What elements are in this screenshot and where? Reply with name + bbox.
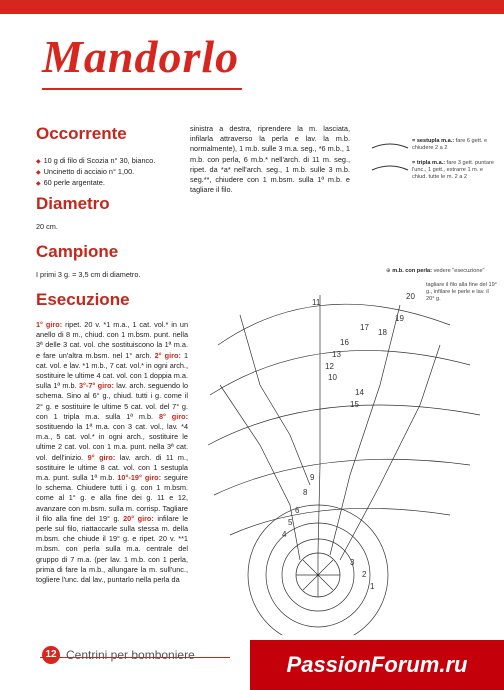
watermark: PassionForum.ru: [250, 640, 504, 690]
spoke: [340, 345, 440, 560]
page-number-badge: 12: [42, 646, 60, 664]
round-label: 2° giro:: [154, 350, 181, 360]
page-title: Mandorlo: [42, 31, 240, 82]
title-underline: [42, 88, 242, 90]
legend-cut-note: tagliare il filo alla fine del 19° g., infilare le perle e lav. il 20° g.: [426, 282, 497, 302]
round-text: ripet. 20 v. *1 m.a., 1 cat. vol.* in un anello di 8 m., chiud. con 1 m.bsm. punt. nella 3ª delle 3 cat. vol. che sostituiscono la 1ª m.a. e fare un'altra m.bsm. nel 1° arch.: [36, 320, 188, 360]
round-text: 1 cat. vol. e lav. *1 m.b., 7 cat. vol.* in ogni arch., sostituire le ultime 4 cat. vol. con 1 doppia m.a. sulla 1ª m.b.: [36, 350, 188, 391]
round-label: 3°-7° giro:: [78, 381, 114, 391]
diagram-label: 1: [370, 582, 375, 591]
instructions-continuation: sinistra a destra, riprendere la m. lasciata, infilarla attraverso la perla e lav. la m.b. normalmente), 1 m.b. sulle 3 m.a. seg., *6 m.b., 1 m.b. con perla, 6 m.b.* nell'arch. di 11 m. seg., ripet. da *a* nell'arch. seg., 1 m.b. sulle 3 m.b. seg.**, chiudere con 1 m.bsm. sulla 1ª m.b. e tagliare il filo.: [190, 124, 350, 195]
diagram-label: 2: [362, 570, 367, 579]
arch-row: [214, 459, 470, 495]
heading-campione: Campione: [36, 242, 119, 261]
diagram-label: 6: [295, 506, 300, 515]
diagram-label: 10: [328, 373, 337, 382]
diagram-label: 12: [325, 362, 334, 371]
legend-perla: ⊕ m.b. con perla: vedere "esecuzione": [386, 268, 485, 274]
outer-arch: [218, 304, 450, 345]
diagram-label: 16: [340, 338, 349, 347]
round-text: seguire lo schema. Chiudere tutti i g. con 1 m.bsm. come al 1° g. e alla fine dei g. 11 e 12, avanzare con m.bsm. sulla m. corrisp. Tagliare il filo alla fine del 19° g.: [36, 473, 188, 523]
diagram-label: 19: [395, 314, 404, 323]
round-label: 8° giro:: [158, 411, 189, 421]
round-text: sostituendo la 1ª m.a. con 3 cat. vol., lav. *4 m.a., 5 cat. vol.* in ogni arch., sostituire le ultime 2 cat. vol. con 1 m.a. punt. nella 3ª cat. vol. dell'inizio.: [36, 422, 188, 462]
legend-tripla: = tripla m.a.: fare 3 gett. puntare l'unc., 1 gett., estrarre 1 m. e chiud. tutte le m. 2 a 2: [412, 160, 494, 180]
diagram-label: 3: [350, 558, 355, 567]
diagram-label: 14: [355, 388, 364, 397]
round-text: lav. arch. di 11 m., sostituire le ultime 8 cat. vol. con 1 sestupla m.a. punt. sulla 1ª m.b.: [36, 452, 188, 483]
round-label: 1° giro:: [36, 320, 63, 329]
footer-section: Centrini per bomboniere: [66, 648, 195, 662]
header-bar: [0, 0, 504, 14]
legend-symbols: [370, 138, 410, 180]
diagram-label: 15: [350, 400, 359, 409]
round-label: 9° giro:: [87, 452, 116, 462]
diagram-label: 8: [303, 488, 308, 497]
round-label: 10°-19° giro:: [117, 473, 162, 483]
legend-sestupla: = sestupla m.a.: fare 6 gett. e chiudere 2 a 2: [412, 138, 488, 151]
diagram-label: 13: [332, 350, 341, 359]
heading-diametro: Diametro: [36, 194, 110, 213]
diagram-label: 4: [282, 530, 287, 539]
round-text: lav. arch. seguendo lo schema. Sino al 6° g., chiud. tutti i g. come il 2° g. e sostituire le ultime 5 cat. vol. del 7° g. con 1 tripla m.a. sulla 1ª m.b.: [36, 381, 189, 421]
diagram-label: 9: [310, 473, 315, 482]
diametro-text: 20 cm.: [36, 222, 58, 231]
campione-text: I primi 3 g. = 3,5 cm di diametro.: [36, 270, 141, 279]
pearl-icon: ⊕: [386, 268, 391, 274]
heading-occorrente: Occorrente: [36, 124, 127, 143]
round-label: 20° giro:: [123, 513, 154, 523]
material-item: ◆ 60 perle argentate.: [36, 178, 155, 189]
heading-esecuzione: Esecuzione: [36, 290, 130, 309]
diagram-label: 18: [378, 328, 387, 337]
spoke: [318, 295, 320, 553]
round-text: infilare le perle sul filo, riattaccarle sulla stessa m. della m.bsm. che chiude il 19° g. e ripet. 20 v. **1 m.bsm. con perla sulla m.a. centrale del gruppo di 7 m.a. (per lav. 1 m.b. con 1 perla, prima di fare la m.b., allungare la m. sull'unc., togliere l'unc. dal lav., puntarlo nella perla da: [36, 513, 189, 585]
diagram-label: 17: [360, 323, 369, 332]
diagram-label: 11: [312, 298, 321, 307]
material-item: ◆ Uncinetto di acciaio n° 1,00.: [36, 167, 155, 178]
tripla-symbol: [372, 166, 408, 170]
material-item: ◆ 10 g di filo di Scozia n° 30, bianco.: [36, 156, 155, 167]
diagram-label: 20: [406, 292, 415, 301]
diagram-label: 5: [288, 518, 293, 527]
spoke: [240, 315, 310, 485]
arch-row: [208, 405, 480, 445]
crochet-diagram: [200, 285, 500, 635]
sestupla-symbol: [372, 144, 408, 148]
arch-row: [230, 508, 450, 535]
materials-list: [36, 156, 155, 189]
instructions-column: [36, 320, 188, 585]
